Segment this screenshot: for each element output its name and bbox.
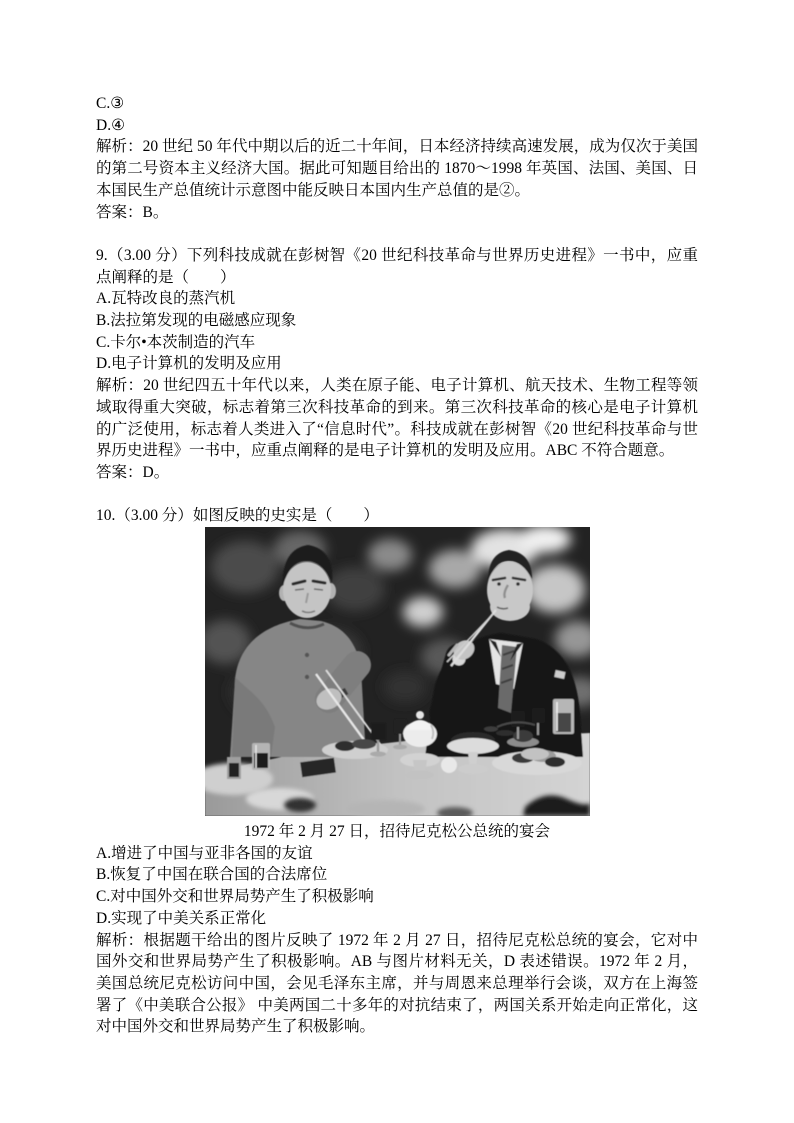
q9-option-d: D.电子计算机的发明及应用	[96, 355, 282, 373]
q8-option-c: C.③	[96, 95, 125, 112]
q9-analysis: 解析：20 世纪四五十年代以来，人类在原子能、电子计算机、航天技术、生物工程等领域取得重大突破，标志着第三次科技革命的到来。第三次科技革命的核心是电子计算机的广泛使用，标志着人类进入了“信息时代”。科技成就在彭树智《20 世纪科技革命与世界历史进程》一书中，应重点阐释的是电子计算机的发明及应用。ABC 不符合题意。	[96, 377, 698, 460]
photo-caption: 1972 年 2 月 27 日，招待尼克松公总统的宴会	[243, 823, 551, 841]
q10-stem: 10.（3.00 分）如图反映的史实是（ ）	[96, 507, 379, 525]
q8-answer: 答案：B。	[96, 203, 169, 221]
q10-option-d: D.实现了中美关系正常化	[96, 909, 267, 927]
q10-option-a: A.增进了中国与亚非各国的友谊	[96, 844, 313, 862]
exam-text-column	[96, 93, 698, 1038]
q10-option-b: B.恢复了中国在联合国的合法席位	[96, 866, 328, 884]
q9-option-c: C.卡尔•本茨制造的汽车	[96, 333, 256, 351]
q10-analysis: 解析：根据题干给出的图片反映了 1972 年 2 月 27 日，招待尼克松总统的宴会，它对中国外交和世界局势产生了积极影响。AB 与图片材料无关，D 表述错误。1972 年 2 月，美国总统尼克松访问中国，会见毛泽东主席，并与周恩来总理举行会谈，双方在上海签署了《中美联合公报》 中美两国二十多年的对抗结束了，两国关系开始走向正常化，这对中国外交和世界局势产生了积极影响。	[96, 931, 698, 1036]
q8-analysis: 解析：20 世纪 50 年代中期以后的近二十年间，日本经济持续高速发展，成为仅次于美国的第二号资本主义经济大国。据此可知题目给出的 1870～1998 年英国、法国、美国、日本国民生产总值统计示意图中能反映日本国内生产总值的是②。	[96, 138, 698, 199]
q10-figure	[96, 527, 698, 843]
q9-answer: 答案：D。	[96, 463, 170, 481]
q8-option-d: D.④	[96, 116, 125, 134]
q10-option-c: C.对中国外交和世界局势产生了积极影响	[96, 888, 374, 906]
q9-option-a: A.瓦特改良的蒸汽机	[96, 290, 236, 308]
q9-option-b: B.法拉第发现的电磁感应现象	[96, 312, 297, 330]
banquet-photo-illustration	[205, 527, 590, 816]
banquet-photo	[205, 527, 590, 816]
q9-stem: 9.（3.00 分）下列科技成就在彭树智《20 世纪科技革命与世界历史进程》一书中，应重点阐释的是（ ）	[96, 246, 698, 286]
